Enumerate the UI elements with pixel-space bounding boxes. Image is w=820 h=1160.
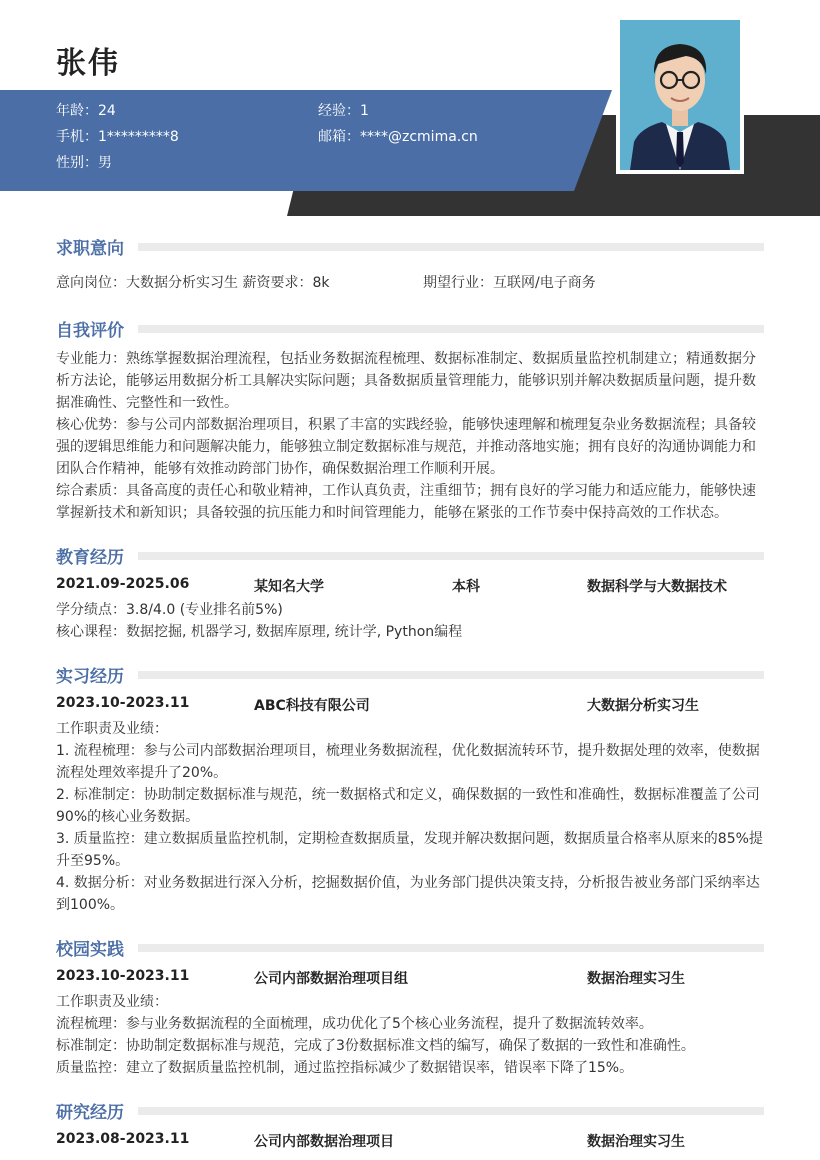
campus-role: 数据治理实习生	[587, 971, 685, 987]
section-divider	[138, 325, 764, 333]
education-major: 数据科学与大数据技术	[587, 579, 727, 595]
campus-period: 2023.10-2023.11	[56, 968, 190, 984]
section-internship	[56, 662, 764, 687]
internship-intro: 工作职责及业绩：	[56, 721, 168, 737]
internship-period: 2023.10-2023.11	[56, 695, 190, 711]
campus-row	[56, 968, 764, 990]
internship-item: 3. 质量监控：建立数据质量监控机制，定期检查数据质量，发现并解决数据问题，数据质量合格率从原来的85%提升至95%。	[56, 831, 763, 869]
section-education	[56, 543, 764, 568]
internship-company: ABC科技有限公司	[254, 698, 370, 714]
section-research	[56, 1098, 764, 1123]
research-org: 公司内部数据治理项目	[254, 1134, 394, 1150]
research-period: 2023.08-2023.11	[56, 1131, 190, 1147]
section-title: 求职意向	[56, 239, 124, 259]
education-gpa: 学分绩点：3.8/4.0 (专业排名前5%)	[56, 602, 283, 618]
self-professional: 专业能力：熟练掌握数据治理流程，包括业务数据流程梳理、数据标准制定、数据质量监控机制建立；精通数据分析方法论，能够运用数据分析工具解决实际问题；具备数据质量管理能力，能够识别并解决数据质量问题，提升数据准确性、完整性和一致性。	[56, 351, 756, 411]
campus-intro: 工作职责及业绩：	[56, 994, 168, 1010]
education-school: 某知名大学	[254, 579, 324, 595]
internship-item: 4. 数据分析：对业务数据进行深入分析，挖掘数据价值，为业务部门提供决策支持，分析报告被业务部门采纳率达到100%。	[56, 875, 760, 913]
email-field: 邮箱：****@zcmima.cn	[318, 129, 478, 145]
campus-org: 公司内部数据治理项目组	[254, 971, 408, 987]
experience-field: 经验：1	[318, 103, 369, 119]
section-title: 校园实践	[56, 940, 124, 960]
avatar-frame	[616, 16, 744, 174]
internship-role: 大数据分析实习生	[587, 698, 699, 714]
avatar	[620, 20, 740, 170]
portrait-icon	[620, 20, 740, 170]
section-intent	[56, 234, 764, 259]
gender-field: 性别：男	[56, 155, 112, 171]
section-title: 教育经历	[56, 548, 124, 568]
campus-item: 标准制定：协助制定数据标准与规范，完成了3份数据标准文档的编写，确保了数据的一致性和准确性。	[56, 1038, 695, 1054]
candidate-name: 张伟	[56, 46, 120, 81]
section-divider	[138, 552, 764, 560]
resume-header	[0, 0, 820, 216]
age-field: 年龄：24	[56, 103, 116, 119]
section-divider	[138, 944, 764, 952]
phone-field: 手机：1*********8	[56, 129, 179, 145]
education-courses: 核心课程：数据挖掘, 机器学习, 数据库原理, 统计学, Python编程	[56, 624, 463, 640]
intent-position-salary: 意向岗位：大数据分析实习生 薪资要求：8k	[56, 275, 330, 291]
section-self	[56, 316, 764, 341]
section-divider	[138, 671, 764, 679]
education-degree: 本科	[452, 579, 480, 595]
education-period: 2021.09-2025.06	[56, 576, 190, 592]
internship-row	[56, 695, 764, 717]
campus-item: 流程梳理：参与业务数据流程的全面梳理，成功优化了5个核心业务流程，提升了数据流转效率。	[56, 1016, 653, 1032]
section-divider	[138, 243, 764, 251]
intent-industry: 期望行业：互联网/电子商务	[423, 275, 596, 291]
self-qualities: 综合素质：具备高度的责任心和敬业精神，工作认真负责，注重细节；拥有良好的学习能力和适应能力，能够快速掌握新技术和新知识；具备较强的抗压能力和时间管理能力，能够在紧张的工作节奏中保持高效的工作状态。	[56, 483, 756, 521]
internship-item: 2. 标准制定：协助制定数据标准与规范，统一数据格式和定义，确保数据的一致性和准确性，数据标准覆盖了公司90%的核心业务数据。	[56, 787, 760, 825]
internship-item: 1. 流程梳理：参与公司内部数据治理项目，梳理业务数据流程，优化数据流转环节，提升数据处理的效率，使数据流程处理效率提升了20%。	[56, 743, 760, 781]
section-title: 实习经历	[56, 667, 124, 687]
research-role: 数据治理实习生	[587, 1134, 685, 1150]
section-divider	[138, 1107, 764, 1115]
campus-item: 质量监控：建立了数据质量监控机制，通过监控指标减少了数据错误率，错误率下降了15%。	[56, 1060, 634, 1076]
section-campus	[56, 935, 764, 960]
section-title: 自我评价	[56, 321, 124, 341]
section-title: 研究经历	[56, 1103, 124, 1123]
self-strengths: 核心优势：参与公司内部数据治理项目，积累了丰富的实践经验，能够快速理解和梳理复杂业务数据流程；具备较强的逻辑思维能力和问题解决能力，能够独立制定数据标准与规范，并推动落地实施；拥有良好的沟通协调能力和团队合作精神，能够有效推动跨部门协作，确保数据治理工作顺利开展。	[56, 417, 756, 477]
education-row	[56, 576, 764, 598]
research-row	[56, 1131, 764, 1153]
